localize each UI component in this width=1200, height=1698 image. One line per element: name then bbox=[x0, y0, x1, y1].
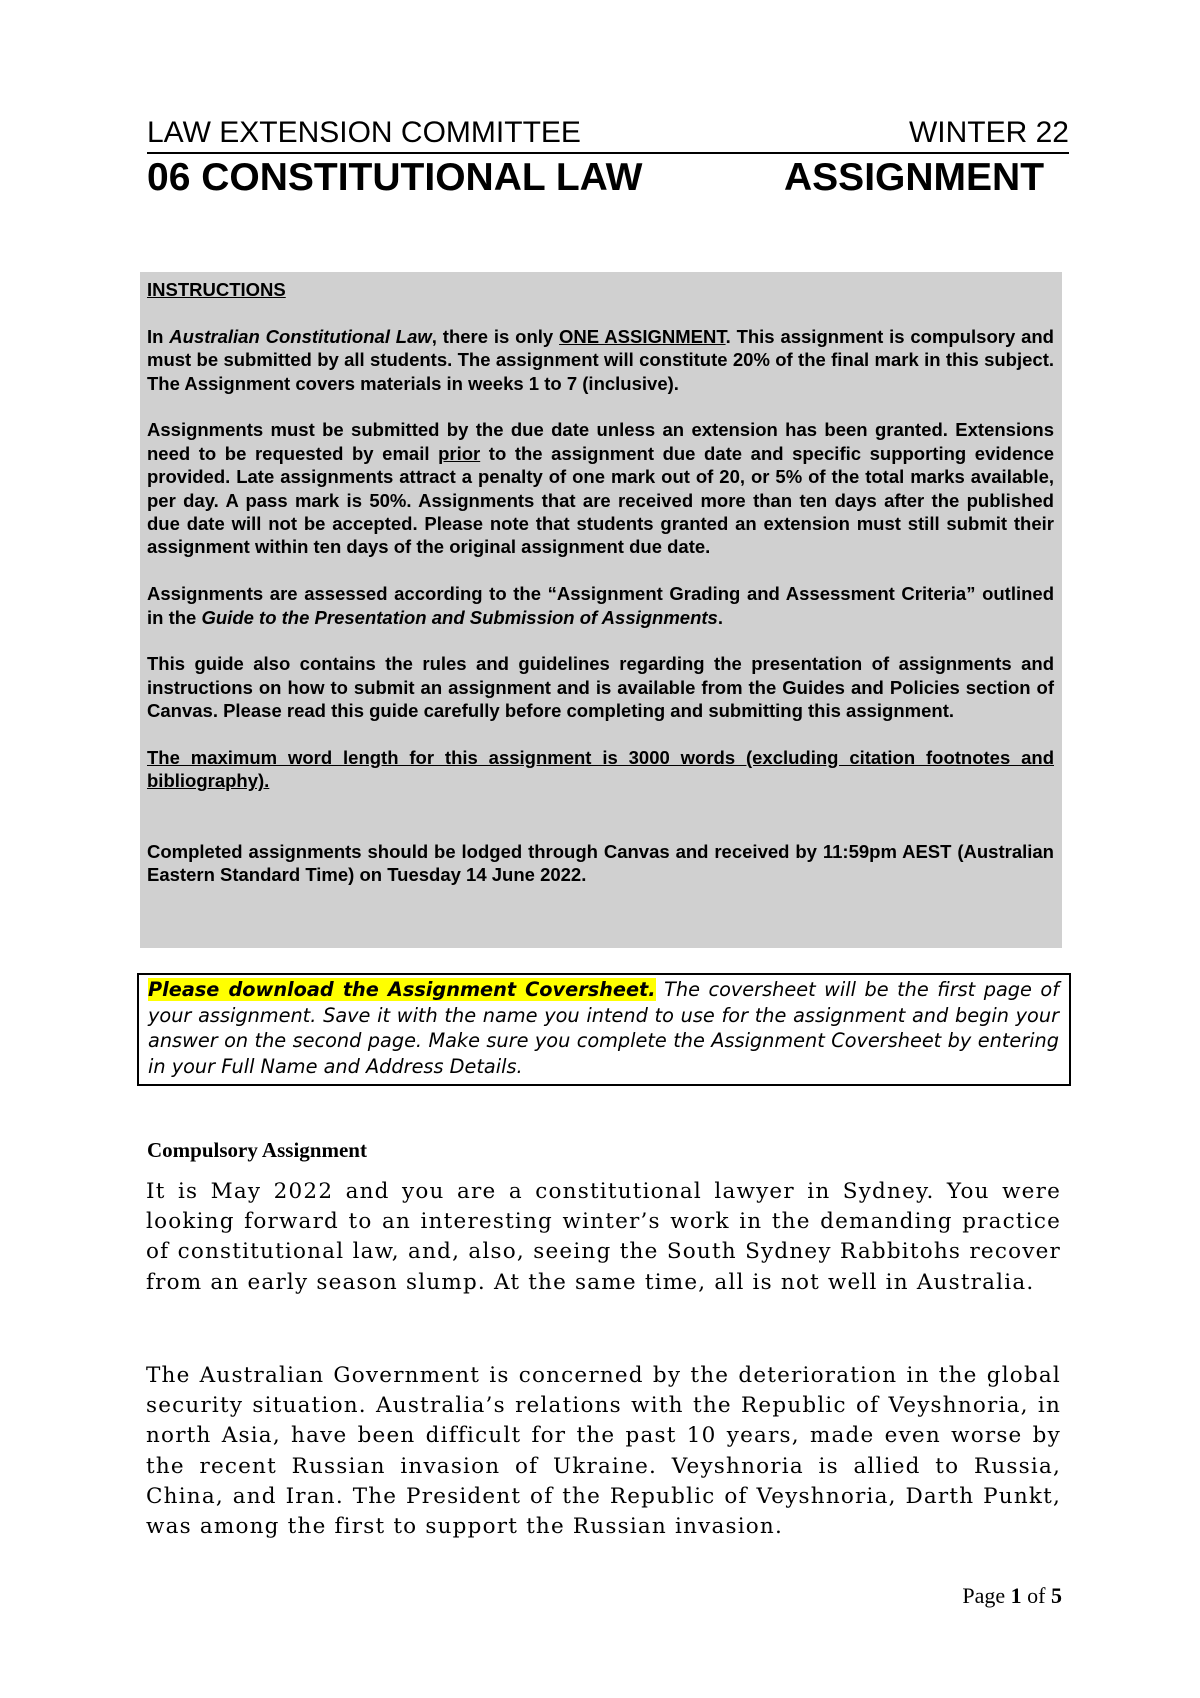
word-limit-note: The maximum word length for this assignment is 3000 words (excluding citation footnotes and bibliography). bbox=[147, 747, 1054, 792]
one-assignment-emphasis: ONE ASSIGNMENT bbox=[559, 325, 726, 347]
term-label: WINTER 22 bbox=[908, 116, 1069, 149]
instructions-paragraph-4: This guide also contains the rules and guidelines regarding the presentation of assignments and instructions on how to submit an assignment and is available from the Guides and Policies section of Canvas. Please read this guide carefully before completing and submitting this assignment. bbox=[147, 653, 1054, 722]
page-number: Page 1 of 5 bbox=[962, 1583, 1062, 1608]
header-top-row bbox=[147, 116, 1069, 154]
submission-deadline: Completed assignments should be lodged through Canvas and received by 11:59pm AEST (Australian Eastern Standard Time) on Tuesday 14 June 2022. bbox=[147, 840, 1054, 886]
committee-name: LAW EXTENSION COMMITTEE bbox=[147, 116, 581, 149]
current-page: 1 bbox=[1010, 1583, 1022, 1608]
subject-name: Australian Constitutional Law bbox=[169, 325, 432, 347]
coversheet-notice-text: The coversheet will be the first page of your assignment. Save it with the name you intend to use for the assignment and begin your answer on the second page. Make sure you complete the Assignment Coversheet by entering in your Full Name and Address Details. bbox=[148, 978, 1059, 1079]
spacer bbox=[147, 816, 1054, 839]
document-type: ASSIGNMENT bbox=[784, 156, 1045, 199]
body-paragraph-2: The Australian Government is concerned by the deterioration in the global security situation. Australia’s relations with the Republic of Veyshnoria, in north Asia, have been difficult for the past 10 years, made even worse by the recent Russian invasion of Ukraine. Veyshnoria is allied to Russia, China, and Iran. The President of the Republic of Veyshnoria, Darth Punkt, was among the first to support the Russian invasion. bbox=[146, 1363, 1061, 1540]
instructions-box bbox=[140, 272, 1062, 948]
header-title-row bbox=[147, 156, 1069, 200]
instructions-heading: INSTRUCTIONS bbox=[147, 279, 286, 300]
prior-emphasis: prior bbox=[438, 442, 481, 464]
subject-title: 06 CONSTITUTIONAL LAW bbox=[147, 156, 643, 199]
total-pages: 5 bbox=[1051, 1583, 1062, 1608]
guide-title: Guide to the Presentation and Submission of Assignments bbox=[201, 606, 718, 628]
instructions-paragraph-2: Assignments must be submitted by the due date unless an extension has been granted. Extensions need to be requested by email prior to the assignment due date and specific supporting evidence provided. Late assignments attract a penalty of one mark out of 20, or 5% of the total marks available, per day. A pass mark is 50%. Assignments that are received more than ten days after the published due date will not be accepted. Please note that students granted an extension must still submit their assignment within ten days of the original assignment due date. bbox=[147, 419, 1054, 558]
body-paragraph-1: It is May 2022 and you are a constitutional lawyer in Sydney. You were looking forward to an interesting winter’s work in the demanding practice of constitutional law, and, also, seeing the South Sydney Rabbitohs recover from an early season slump. At the same time, all is not well in Australia. bbox=[146, 1179, 1061, 1295]
section-title: Compulsory Assignment bbox=[147, 1138, 367, 1162]
instructions-paragraph-1: In Australian Constitutional Law, there is only ONE ASSIGNMENT. This assignment is compulsory and must be submitted by all students. The assignment will constitute 20% of the final mark in this subject. The Assignment covers materials in weeks 1 to 7 (inclusive). bbox=[147, 325, 1054, 394]
coversheet-download-highlight: Please download the Assignment Coversheet. bbox=[148, 978, 656, 1001]
instructions-paragraph-3: Assignments are assessed according to the “Assignment Grading and Assessment Criteria” outlined in the Guide to the Presentation and Submission of Assignments. bbox=[147, 583, 1054, 628]
coversheet-notice bbox=[137, 973, 1071, 1086]
